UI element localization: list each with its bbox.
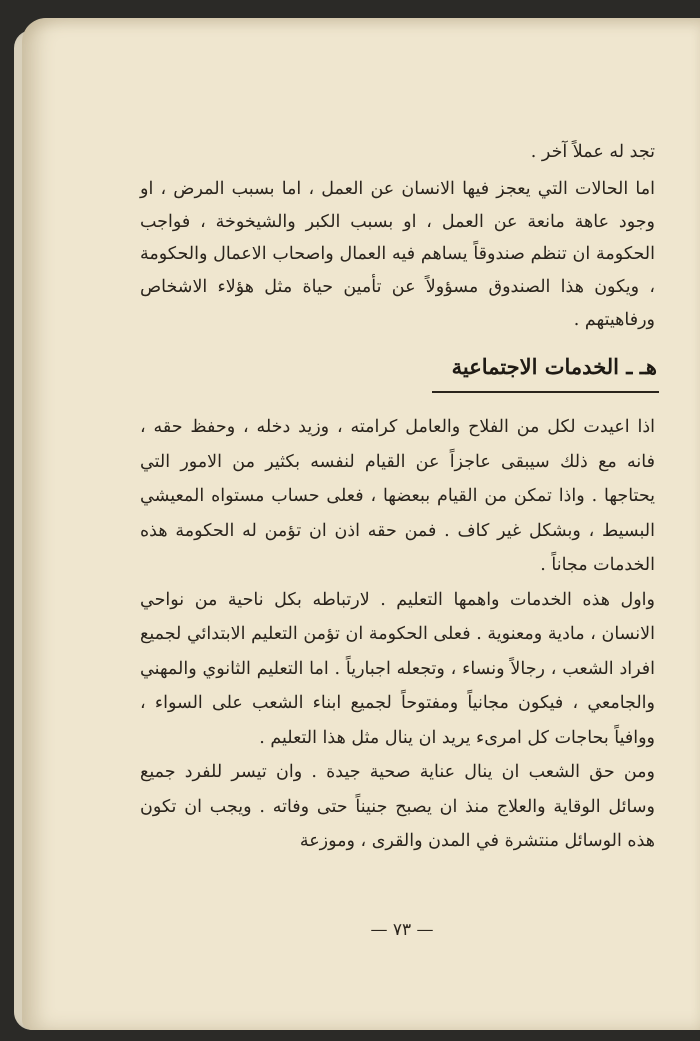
paragraph-education: واول هذه الخدمات واهمها التعليم . لارتباطه بكل ناحية من نواحي الانسان ، مادية ومعنوية . فعلى الحكومة ان تؤمن التعليم الابتدائي لجميع افراد الشعب ، رجالاً ونساء ، وتجعله اجبارياً . اما التعليم الثانوي والمهني والجامعي ، فيكون مجانياً ومفتوحاً لجميع ابناء الشعب على السواء ، ووافياً بحاجات كل امرىء يريد ان ينال مثل هذا التعليم . xyxy=(140,589,655,748)
paragraph-health: ومن حق الشعب ان ينال عناية صحية جيدة . وان تيسر للفرد جميع وسائل الوقاية والعلاج منذ ان يصبح جنيناً حتى وفاته . ويجب ان تكون هذه الوسائل منتشرة في المدن والقرى ، وموزعة xyxy=(140,762,655,851)
page-number: — ٧٣ — xyxy=(370,920,434,940)
paragraph-dignity: اذا اعيدت لكل من الفلاح والعامل كرامته ، وزيد دخله ، وحفظ حقه ، فانه مع ذلك سيبقى عاجزاً عن القيام لنفسه بكثير من الامور التي يحتاجها . واذا تمكن من القيام ببعضها ، فعلى حساب مستواه المعيشي البسيط ، وبشكل غير كاف . فمن حقه اذن ان تؤمن له الحكومة هذه الخدمات مجاناً . xyxy=(140,417,655,575)
section-heading: هـ ـ الخدمات الاجتماعية xyxy=(451,354,657,379)
paragraph-disability: اما الحالات التي يعجز فيها الانسان عن العمل ، اما بسبب المرض ، او وجود عاهة مانعة عن العمل ، او بسبب الكبر والشيخوخة ، فواجب الحكومة ان تنظم صندوقاً يساهم فيه العمال واصحاب الاعمال والحكومة ، ويكون هذا الصندوق مسؤولاً عن تأمين حياة مثل هؤلاء الاشخاص ورفاهيتهم . xyxy=(140,178,655,330)
paragraph-continuation: تجد له عملاً آخر . xyxy=(530,142,655,162)
top-text-block xyxy=(140,136,655,337)
book-page xyxy=(22,18,700,1030)
social-services-text xyxy=(140,410,655,859)
heading-underline xyxy=(432,391,659,393)
